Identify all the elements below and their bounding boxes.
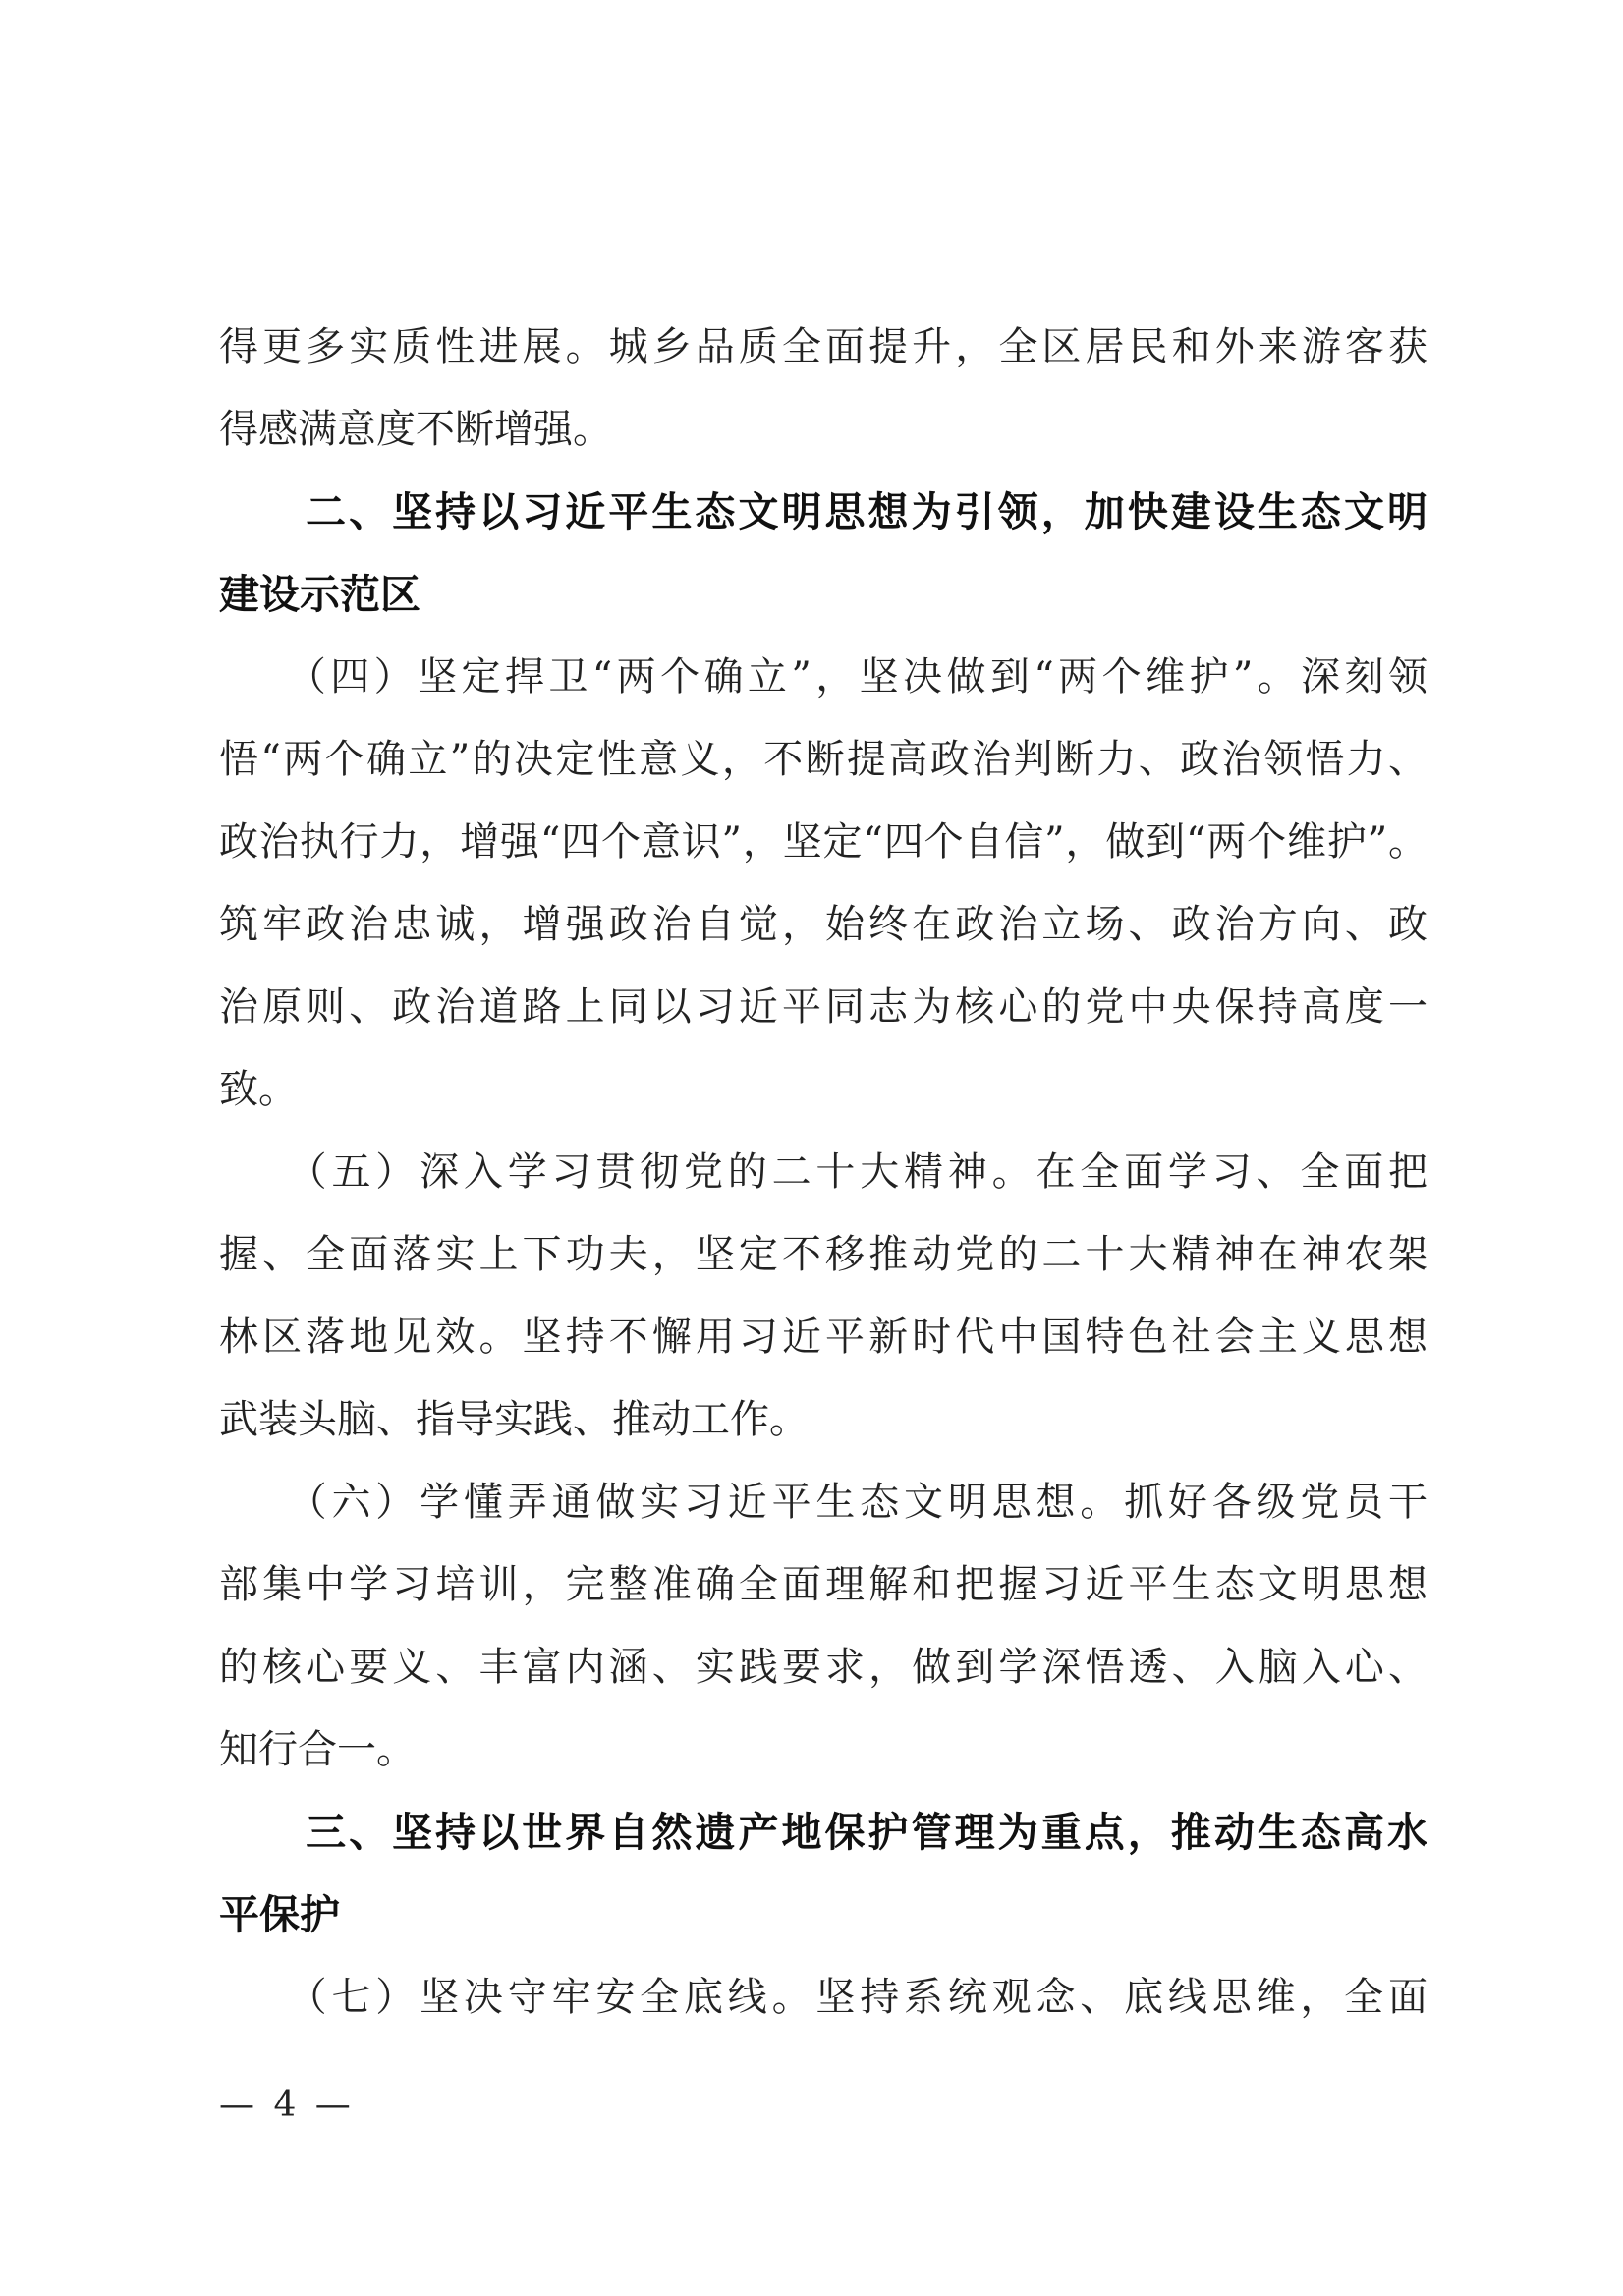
body-line: 悟“两个确立”的决定性意义，不断提高政治判断力、政治领悟力、 bbox=[219, 737, 1427, 782]
body-line: （七）坚决守牢安全底线。坚持系统观念、底线思维，全面 bbox=[219, 1975, 1427, 2020]
body-line: （四）坚定捍卫“两个确立”，坚决做到“两个维护”。深刻领 bbox=[219, 654, 1427, 700]
body-line: 政治执行力，增强“四个意识”，坚定“四个自信”，做到“两个维护”。 bbox=[219, 819, 1427, 865]
section-heading-line: 建设示范区 bbox=[219, 571, 420, 618]
body-line: 得感满意度不断增强。 bbox=[219, 407, 612, 452]
body-line: 得更多实质性进展。城乡品质全面提升，全区居民和外来游客获 bbox=[219, 324, 1427, 369]
body-line: 致。 bbox=[219, 1067, 298, 1112]
section-heading-line: 二、坚持以习近平生态文明思想为引领，加快建设生态文明 bbox=[219, 488, 1427, 535]
page-number: — 4 — bbox=[219, 2085, 355, 2125]
document-body bbox=[219, 306, 1427, 2039]
body-line: 知行合一。 bbox=[219, 1727, 416, 1772]
body-line: 林区落地见效。坚持不懈用习近平新时代中国特色社会主义思想 bbox=[219, 1315, 1427, 1360]
body-line: 武装头脑、指导实践、推动工作。 bbox=[219, 1397, 809, 1442]
section-heading-line: 三、坚持以世界自然遗产地保护管理为重点，推动生态高水 bbox=[219, 1809, 1427, 1856]
body-line: 的核心要义、丰富内涵、实践要求，做到学深悟透、入脑入心、 bbox=[219, 1645, 1427, 1690]
body-line: 部集中学习培训，完整准确全面理解和把握习近平生态文明思想 bbox=[219, 1562, 1427, 1607]
body-line: （五）深入学习贯彻党的二十大精神。在全面学习、全面把 bbox=[219, 1149, 1427, 1195]
body-line: （六）学懂弄通做实习近平生态文明思想。抓好各级党员干 bbox=[219, 1480, 1427, 1525]
body-line: 治原则、政治道路上同以习近平同志为核心的党中央保持高度一 bbox=[219, 984, 1427, 1030]
body-line: 筑牢政治忠诚，增强政治自觉，始终在政治立场、政治方向、政 bbox=[219, 902, 1427, 947]
section-heading-line: 平保护 bbox=[219, 1891, 340, 1938]
body-line: 握、全面落实上下功夫，坚定不移推动党的二十大精神在神农架 bbox=[219, 1232, 1427, 1277]
